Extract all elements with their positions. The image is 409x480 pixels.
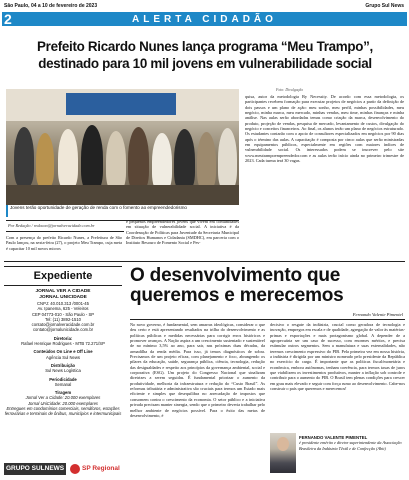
exp-email: contato@jornalveracidade.com.br [31,322,95,328]
sp-regional-logo [70,463,122,475]
byline: Por Redação / redacao@jornalveracidade.com.br [8,223,95,228]
paper-name-1: JORNAL VER A CIDADE [35,289,91,294]
opinion-col1: No novo governo, é fundamental, sem amarras ideológicas, considerar o que deu certo e está apresentando resultados na trilha do desenvolvimento e as políticas públicas e medidas necessárias para corrigir erros históricos e promover avanços. A Nação aspira a um crescimento sustentado e sustentável de no mínimo 3,5% ao ano, para sair, nas próximas duas décadas, da armadilha da renda média. Para isso, já temos diagnósticos de sobra. Precisamos de um projeto eficaz, com planejamento e foco, abrangendo os pilares da educação, saúde, segurança pública, ciência, tecnologia, redução das desigualdades e respeito aos princípios da governança ambiental, social e corporativa (ESG). Um projeto do Congresso Nacional que sinalizam diretrizes a serem seguidas. É fundamental priorizar o aumento da produtividade, melhoria da infraestrutura e redução do “Custo Brasil”. As reformas tributária e administrativa são cruciais para termos um Estado mais eficiente e simples que desequilibra no arrecadação de impostos que consomem contra o crescimento da economia. O setor público e a iniciativa privada precisam manter sinergia, sendo que o primeiro deveria trabalhar pelo melhor ambiente de negócios possível. Para o êxito das metas de desenvolvimento, é [130,322,265,418]
content-value: Agência Sul News [46,354,80,360]
lead-col3: quisa, autor da metodologia By Necessity. De acordo com essa metodologia, os participantes recebem formação para executar projetos de negócios a partir da definição de dois passos e um plano de ação: meu sonho, meu perfil, minhas possibilidades, meu negócio, minha marca, meu mercado, minhas vendas, meu time, minhas finanças e minha análise. Nas aulas serão abordadas temas como criação da marca, desenvolvimento do produto, projeção de vendas, pesquisa de mercado, levantamento de custos, divulgação do negócio e conceitos financeiros. Ao final, os alunos terão um plano de negócios estruturado. Os estudantes contarão com o apoio de consultores especializados em negócios por 90 dias após o término das aulas. A capacitação é composta por cinco aulas que serão ministradas em equipamentos públicos, especialmente em regiões com maiores índices de vulnerabilidade social. Os interessados podem se inscrever pelo site www.meutrampoempreendedor.com e as aulas terão início ainda no primeiro trimestre de 2023. Cada turma terá 30 vagas. [245,94,404,164]
section-title: ALERTA CIDADÃO [132,14,277,25]
author-photo [270,433,296,473]
opinion-headline: O desenvolvimento que queremos e merecemos [130,265,344,306]
lead-col2: e pequenos empreendedores jovens que vivem em comunidades em situação de vulnerabilidade social. A iniciativa é da Coordenação de Políticas para Juventude da Secretaria Municipal de Direitos Humanos e Cidadania (SMDHC), em parceria com o Instituto Besouro de Fomento Social e Pes- [126,219,239,246]
opinion-author: Fernando Valente Pimentel [352,312,403,317]
photo-caption [6,205,239,217]
bio-name: FERNANDO VALENTE PIMENTEL [299,435,368,440]
director-label: Diretoria: [53,335,73,341]
sp-regional-logo-text: SP Regional [82,465,120,472]
section-banner [2,12,407,26]
sulnews-logo-text: GRUPO SULNEWS [6,465,65,472]
sulnews-logo [4,463,66,475]
exp-email: contato@jornalunicidade.com.br [32,327,94,333]
periodicity-value: Semanal [54,381,72,387]
content-label: Conteúdos On Line e Off Line [33,349,93,355]
periodicity-label: Periodicidade [49,376,77,382]
director-name: Rafael Henrique Rodrigues - MTB 72.271/SP [21,341,105,347]
bio-text: é presidente emérito e diretor superintendente da Associação Brasileira da Indústria Têxtil e de Confecção (Abit) [299,440,402,451]
header-brand: Grupo Sul News [365,3,404,9]
distribution-value: Sul News Logística [45,368,81,374]
exp-line: Tel: (11) 3892-1510 [44,316,81,322]
opinion-col2: decisivo o resgate da indústria, crucial como geradora de tecnologia e inovação, empregos em escala e de qualidade, agregação de valor às matérias-primas e exportações e mais protagonismo global. A depender de a agropecuária ser um caso de sucesso, com enormes méritos, e precisa estimular outros segmentos. Sem a manufatura e suas externalidades, não teremos crescimento expressivo do PIB. Pela primeira vez em nossa história, a indústria é dirigida por um ministro nomeado pelo presidente da República no exercício do cargo. É importante que as políticas fiscal/monetária e econômica, embora autônomas, tenham coerência, para termos taxas de juros que viabilizem os investimentos produtivos, manter a inflação sob controle e contribuir para o aumento do PIB. O Brasil tem plenas condições para crescer em grau mais elevado e seguir com força rumo ao desenvolvimento. Cabe-nos construir o país que queremos e merecemos! [270,322,405,392]
expediente-title: Expediente [33,270,93,282]
print-label: Tiragem [54,390,72,396]
exp-line: Av. Ipanema, 625 - Veleiros [37,306,89,312]
photo-credit: Foto: Divulgação [276,88,304,92]
header-date: São Paulo, 04 a 10 de fevereiro de 2023 [4,3,98,9]
photo-caption-text: Jovens terão oportunidade de geração de renda com o fomento ao empreendedorismo [10,205,187,210]
lead-headline: Prefeito Ricardo Nunes lança programa “Meu Trampo”, destinado para 10 mil jovens em vulnerabilidade social [37,39,373,71]
page-number: 2 [4,11,12,27]
print-line: Jornal UniCidade: 20.000 exemplares [27,400,99,406]
paper-name-2: JORNAL UNICIDADE [39,295,87,300]
lead-col1: Com a presença do prefeito Ricardo Nunes, a Prefeitura de São Paulo lançou, na sexta-feira (27), o projeto Meu Trampo, cuja meta é capacitar 10 mil novos micros [6,235,122,251]
exp-line: CNPJ: 40.010.313 /0001-45 [37,301,89,306]
expediente-box [4,266,122,461]
lead-photo [6,89,239,205]
print-line: Entregues em condomínios comerciais, semáforos, estações ferroviárias e terminais de ônibus, municípios e intermunicipais [4,406,122,417]
print-line: Jornal Ver a Cidade: 20.000 exemplares [25,395,101,401]
exp-line: CEP 04773-010 - São Paulo - SP [31,311,95,317]
distribution-label: Distribuição [50,362,76,368]
